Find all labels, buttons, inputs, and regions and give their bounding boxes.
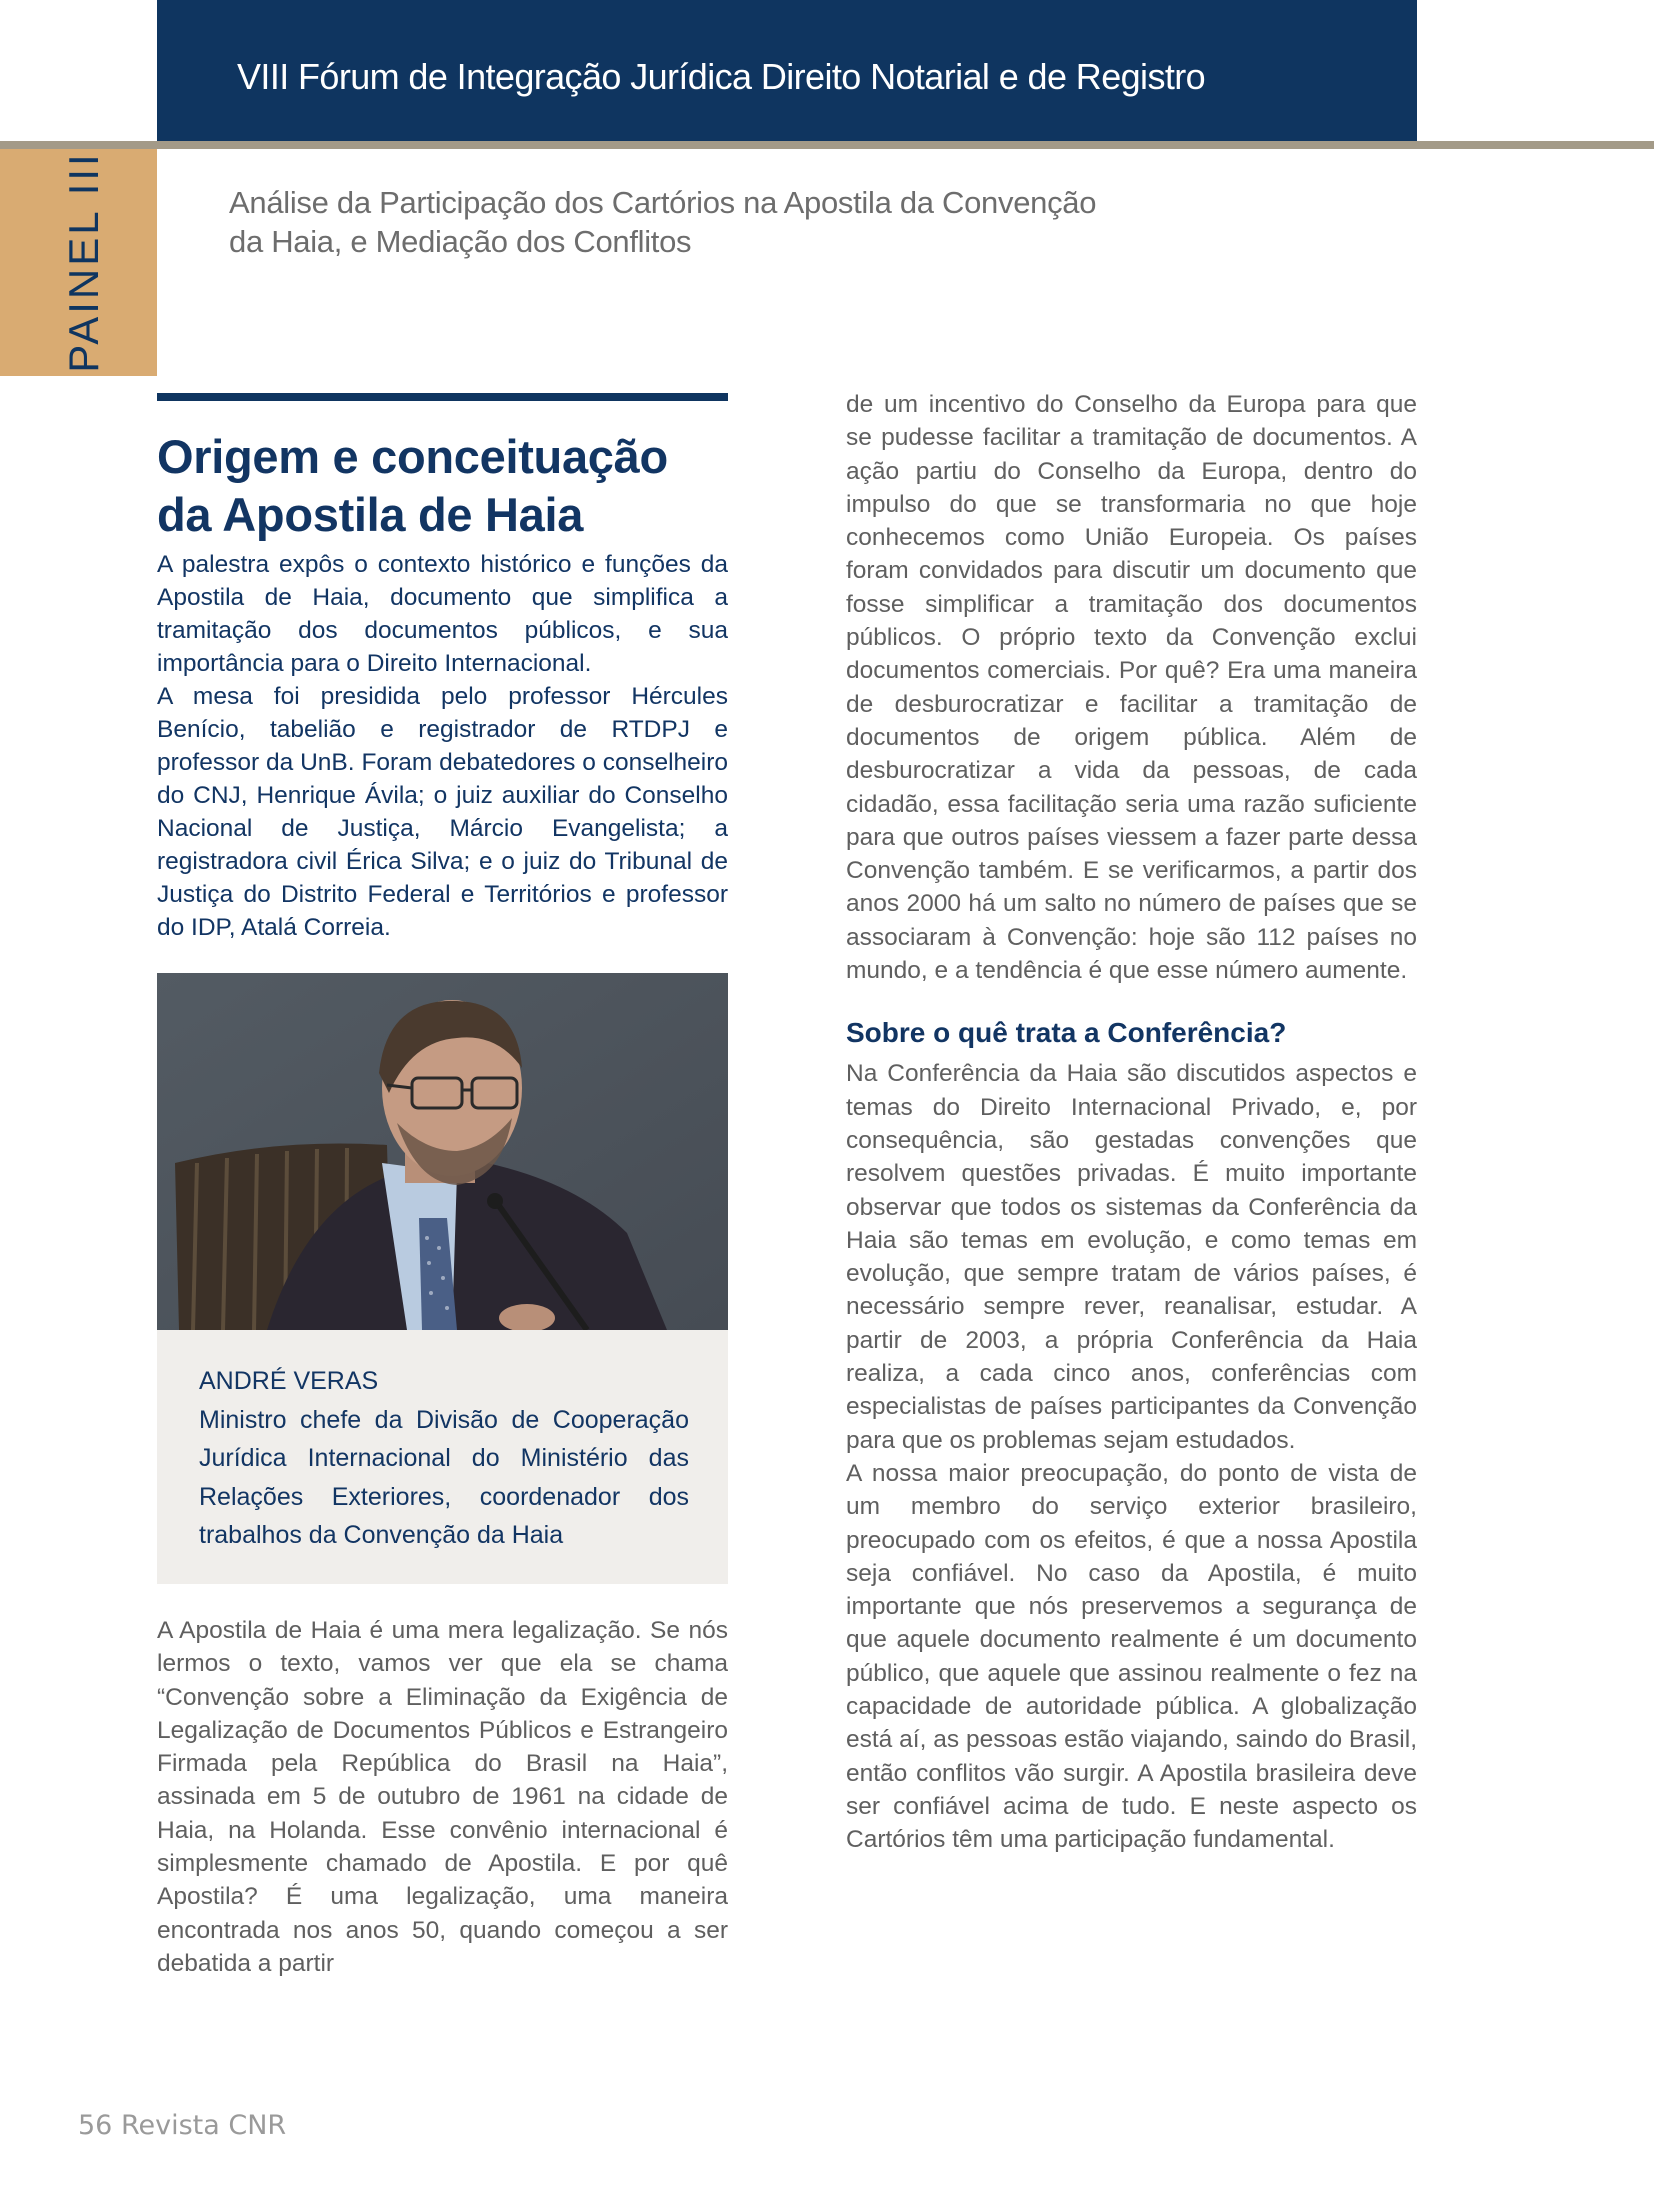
panel-subtitle	[229, 183, 1229, 261]
body-paragraph: A nossa maior preocupação, do ponto de vista de um membro do serviço exterior brasileiro, preocupado com os efeitos, é que a nossa Apostila seja confiável. No caso da Apostila, é muito importante que nós preservemos a segurança de que aquele documento realmente é um documento público, que aquele que assinou realmente o fez na capacidade de autoridade pública. A globalização está aí, as pessoas estão viajando, saindo do Brasil, então conflitos vão surgir. A Apostila brasileira deve ser confiável acima de tudo. E neste aspecto os Cartórios têm uma participação fundamental.	[846, 1459, 1417, 1854]
left-column-top	[157, 428, 728, 944]
right-column	[846, 388, 1417, 1856]
header-title: VIII Fórum de Integração Jurídica Direito Notarial e de Registro	[237, 56, 1206, 97]
section-subheading: Sobre o quê trata a Conferência?	[846, 1017, 1287, 1049]
page-footer: 56 Revista CNR	[78, 2110, 287, 2141]
side-tab	[0, 149, 157, 376]
side-tab-label: PAINEL III	[60, 151, 107, 373]
speaker-photo	[157, 973, 728, 1330]
panel-subtitle-line-2: da Haia, e Mediação dos Conflitos	[229, 224, 692, 259]
section-rule	[157, 393, 728, 401]
body-paragraph: de um incentivo do Conselho da Europa para que se pudesse facilitar a tramitação de documentos. A ação partiu do Conselho da Europa, dentro do impulso do que se transformaria no que hoje conhecemos como União Europeia. Os países foram convidados para discutir um documento que fosse simplificar a tramitação dos documentos públicos. O próprio texto da Convenção exclui documentos comerciais. Por quê? Era uma maneira de desburocratizar e facilitar a tramitação de documentos de origem pública. Além de desburocratizar a vida da pessoas, de cada cidadão, essa facilitação seria uma razão suficiente para que outros países viessem a fazer parte dessa Convenção também. E se verificarmos, a partir dos anos 2000 há um salto no número de países que se associaram à Convenção: hoje são 112 países no mundo, e a tendência é que esse número aumente.	[846, 391, 1417, 985]
portrait-illustration	[157, 973, 728, 1330]
intro-paragraph: A palestra expôs o contexto histórico e funções da Apostila de Haia, documento que simplifica a tramitação dos documentos públicos, e sua importância para o Direito Internacional.	[157, 551, 728, 677]
header-divider	[0, 141, 1654, 149]
caption-text	[199, 1362, 689, 1555]
left-column-body	[157, 1614, 728, 1980]
header-band	[157, 0, 1417, 141]
speaker-role: Ministro chefe da Divisão de Cooperação Jurídica Internacional do Ministério das Relações Exteriores, coordenador dos trabalhos da Convenção da Haia	[199, 1405, 689, 1549]
article-title: Origem e conceituação da Apostila de Haia	[157, 430, 668, 541]
body-paragraph: Na Conferência da Haia são discutidos aspectos e temas do Direito Internacional Privado, e, por consequência, são gestadas convenções que resolvem questões privadas. É muito importante observar que todos os sistemas da Conferência da Haia são temas em evolução, e como temas em evolução, que sempre tratam de vários países, é necessário sempre rever, reanalisar, estudar. A partir de 2003, a própria Conferência da Haia realiza, a cada cinco anos, conferências com especialistas de países participantes da Convenção para que os problemas sejam estudados.	[846, 1060, 1417, 1454]
intro-paragraph: A mesa foi presidida pelo professor Hércules Benício, tabelião e registrador de RTDPJ e professor da UnB. Foram debatedores o conselheiro do CNJ, Henrique Ávila; o juiz auxiliar do Conselho Nacional de Justiça, Márcio Evangelista; a registradora civil Érica Silva; e o juiz do Tribunal de Justiça do Distrito Federal e Territórios e professor do IDP, Atalá Correia.	[157, 683, 728, 941]
article-intro	[157, 548, 728, 944]
speaker-name: ANDRÉ VERAS	[199, 1367, 379, 1395]
panel-subtitle-line-1: Análise da Participação dos Cartórios na Apostila da Convenção	[229, 185, 1097, 220]
speaker-caption	[157, 1330, 728, 1584]
body-paragraph: A Apostila de Haia é uma mera legalização. Se nós lermos o texto, vamos ver que ela se chama “Convenção sobre a Eliminação da Exigência de Legalização de Documentos Públicos e Estrangeiro Firmada pela República do Brasil na Haia”, assinada em 5 de outubro de 1961 na cidade de Haia, na Holanda. Esse convênio internacional é simplesmente chamado de Apostila. E por quê Apostila? É uma legalização, uma maneira encontrada nos anos 50, quando começou a ser debatida a partir	[157, 1617, 728, 1977]
